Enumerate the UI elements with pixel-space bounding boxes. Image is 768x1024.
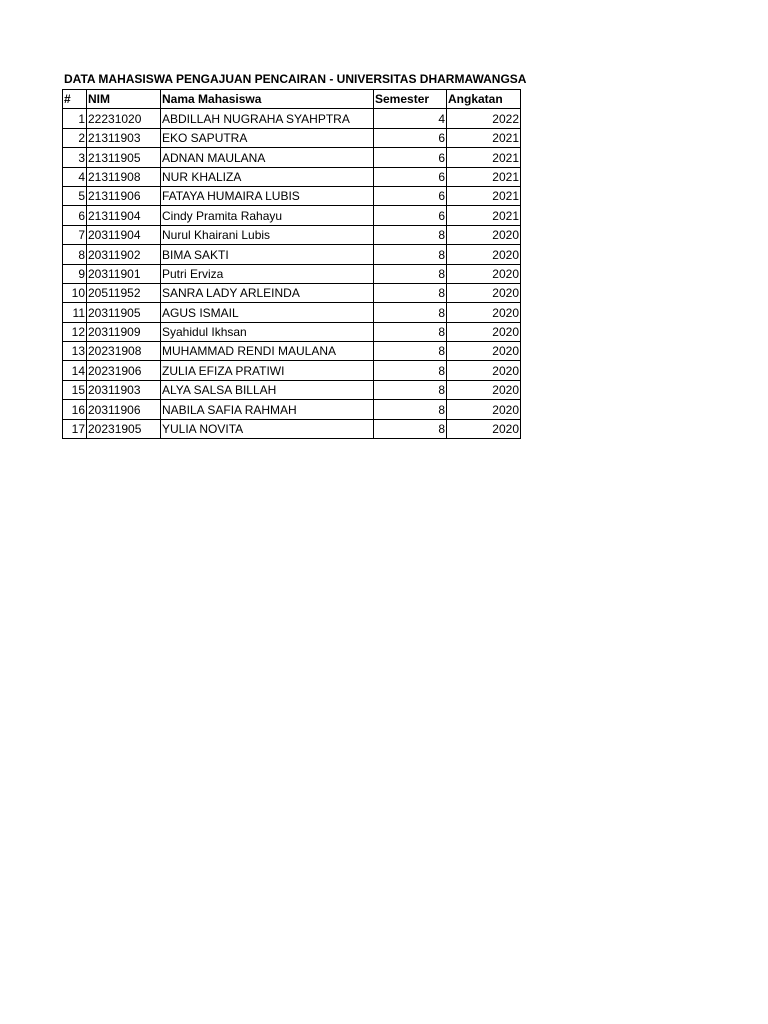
cell-no: 2	[63, 128, 87, 147]
cell-semester: 8	[374, 400, 447, 419]
cell-name: ADNAN MAULANA	[161, 148, 374, 167]
cell-nim: 21311906	[87, 186, 161, 205]
cell-name: ZULIA EFIZA PRATIWI	[161, 361, 374, 380]
cell-angkatan: 2021	[447, 206, 521, 225]
cell-angkatan: 2022	[447, 109, 521, 128]
table-row	[63, 206, 521, 225]
cell-no: 14	[63, 361, 87, 380]
cell-angkatan: 2020	[447, 322, 521, 341]
cell-nim: 20311903	[87, 380, 161, 399]
cell-angkatan: 2020	[447, 245, 521, 264]
cell-nim: 21311903	[87, 128, 161, 147]
column-header-angkatan: Angkatan	[447, 90, 521, 109]
cell-angkatan: 2020	[447, 361, 521, 380]
cell-nim: 21311908	[87, 167, 161, 186]
cell-name: NABILA SAFIA RAHMAH	[161, 400, 374, 419]
table-row	[63, 264, 521, 283]
cell-semester: 8	[374, 303, 447, 322]
column-header-no: #	[63, 90, 87, 109]
table-row	[63, 109, 521, 128]
cell-semester: 6	[374, 148, 447, 167]
cell-nim: 20511952	[87, 283, 161, 302]
cell-no: 1	[63, 109, 87, 128]
cell-no: 7	[63, 225, 87, 244]
cell-semester: 8	[374, 361, 447, 380]
cell-name: EKO SAPUTRA	[161, 128, 374, 147]
cell-no: 15	[63, 380, 87, 399]
cell-angkatan: 2020	[447, 380, 521, 399]
cell-no: 11	[63, 303, 87, 322]
table-row	[63, 400, 521, 419]
cell-name: NUR KHALIZA	[161, 167, 374, 186]
cell-semester: 8	[374, 245, 447, 264]
cell-nim: 20311904	[87, 225, 161, 244]
cell-no: 13	[63, 342, 87, 361]
cell-no: 9	[63, 264, 87, 283]
cell-nim: 20231905	[87, 419, 161, 438]
cell-angkatan: 2020	[447, 283, 521, 302]
cell-name: YULIA NOVITA	[161, 419, 374, 438]
cell-name: AGUS ISMAIL	[161, 303, 374, 322]
table-body	[63, 109, 521, 439]
cell-nim: 21311904	[87, 206, 161, 225]
cell-nim: 20311909	[87, 322, 161, 341]
cell-semester: 8	[374, 380, 447, 399]
student-table	[62, 89, 521, 439]
cell-nim: 20311902	[87, 245, 161, 264]
cell-no: 10	[63, 283, 87, 302]
cell-semester: 4	[374, 109, 447, 128]
table-row	[63, 303, 521, 322]
cell-angkatan: 2021	[447, 167, 521, 186]
table-row	[63, 245, 521, 264]
cell-name: SANRA LADY ARLEINDA	[161, 283, 374, 302]
cell-no: 8	[63, 245, 87, 264]
cell-angkatan: 2021	[447, 128, 521, 147]
cell-semester: 6	[374, 206, 447, 225]
cell-angkatan: 2021	[447, 148, 521, 167]
table-row	[63, 148, 521, 167]
cell-angkatan: 2021	[447, 186, 521, 205]
cell-semester: 8	[374, 322, 447, 341]
column-header-semester: Semester	[374, 90, 447, 109]
cell-semester: 6	[374, 128, 447, 147]
cell-nim: 21311905	[87, 148, 161, 167]
cell-semester: 6	[374, 167, 447, 186]
cell-angkatan: 2020	[447, 225, 521, 244]
cell-name: Nurul Khairani Lubis	[161, 225, 374, 244]
table-row	[63, 283, 521, 302]
table-row	[63, 419, 521, 438]
cell-angkatan: 2020	[447, 419, 521, 438]
cell-no: 3	[63, 148, 87, 167]
column-header-name: Nama Mahasiswa	[161, 90, 374, 109]
cell-semester: 8	[374, 283, 447, 302]
cell-no: 6	[63, 206, 87, 225]
sheet-title: DATA MAHASISWA PENGAJUAN PENCAIRAN - UNIVERSITAS DHARMAWANGSA	[64, 72, 527, 86]
cell-name: Putri Erviza	[161, 264, 374, 283]
cell-name: ALYA SALSA BILLAH	[161, 380, 374, 399]
cell-name: ABDILLAH NUGRAHA SYAHPTRA	[161, 109, 374, 128]
cell-no: 16	[63, 400, 87, 419]
cell-angkatan: 2020	[447, 264, 521, 283]
cell-nim: 20311906	[87, 400, 161, 419]
cell-nim: 22231020	[87, 109, 161, 128]
cell-angkatan: 2020	[447, 400, 521, 419]
cell-angkatan: 2020	[447, 342, 521, 361]
cell-name: Syahidul Ikhsan	[161, 322, 374, 341]
table-row	[63, 342, 521, 361]
cell-no: 12	[63, 322, 87, 341]
cell-name: Cindy Pramita Rahayu	[161, 206, 374, 225]
table-row	[63, 380, 521, 399]
cell-semester: 8	[374, 264, 447, 283]
cell-angkatan: 2020	[447, 303, 521, 322]
cell-no: 4	[63, 167, 87, 186]
cell-nim: 20231908	[87, 342, 161, 361]
cell-semester: 6	[374, 186, 447, 205]
cell-no: 17	[63, 419, 87, 438]
table-row	[63, 225, 521, 244]
cell-nim: 20311905	[87, 303, 161, 322]
cell-semester: 8	[374, 225, 447, 244]
table-row	[63, 322, 521, 341]
table-header-row	[63, 90, 521, 109]
table-row	[63, 167, 521, 186]
cell-name: BIMA SAKTI	[161, 245, 374, 264]
table-row	[63, 361, 521, 380]
cell-no: 5	[63, 186, 87, 205]
table-row	[63, 186, 521, 205]
cell-nim: 20311901	[87, 264, 161, 283]
cell-nim: 20231906	[87, 361, 161, 380]
cell-name: MUHAMMAD RENDI MAULANA	[161, 342, 374, 361]
table-row	[63, 128, 521, 147]
cell-semester: 8	[374, 342, 447, 361]
cell-semester: 8	[374, 419, 447, 438]
column-header-nim: NIM	[87, 90, 161, 109]
cell-name: FATAYA HUMAIRA LUBIS	[161, 186, 374, 205]
